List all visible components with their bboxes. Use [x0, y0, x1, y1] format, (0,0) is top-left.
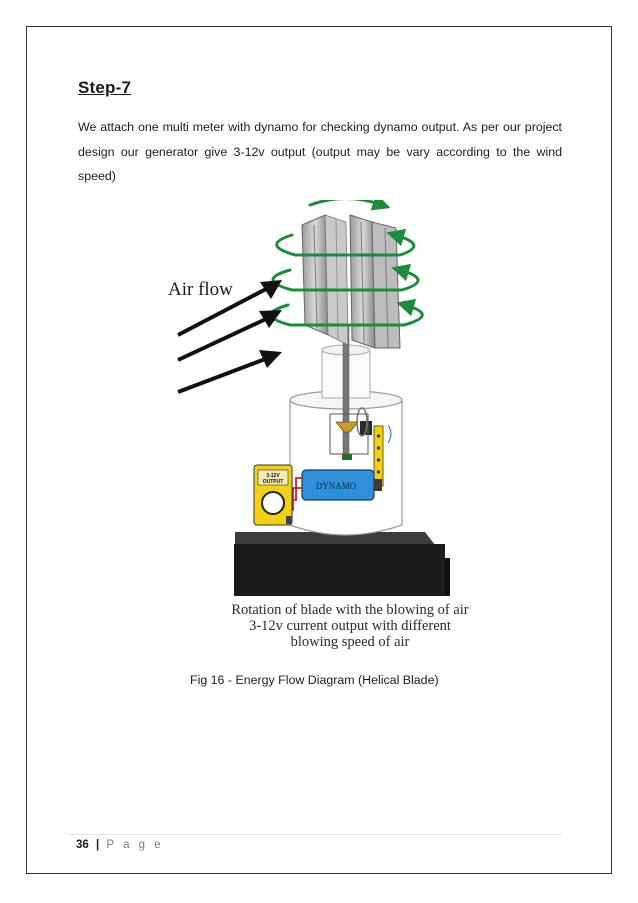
footer-separator: |	[96, 839, 100, 851]
meter-label-line1: 3-12V	[266, 473, 280, 479]
dynamo	[302, 470, 382, 500]
energy-flow-figure	[150, 200, 485, 670]
air-flow-label: Air flow	[168, 279, 233, 300]
base-platform	[234, 532, 450, 596]
footer-rule	[68, 834, 562, 835]
body-paragraph: We attach one multi meter with dynamo for checking dynamo output. As per our project design our generator give 3-12v output (output may be vary according to the wind speed)	[78, 120, 562, 184]
page-number: 36	[76, 839, 89, 851]
figure-caption-text	[190, 603, 510, 650]
caption-line-3: blowing speed of air	[290, 633, 410, 650]
multimeter	[254, 465, 292, 525]
dynamo-label: DYNAMO	[315, 481, 357, 491]
caption-line-2: 3-12v current output with different	[249, 617, 451, 634]
page-footer	[76, 839, 164, 851]
meter-label-line2: OUTPUT	[262, 479, 284, 485]
page-word: P a g e	[106, 839, 164, 851]
helical-blades	[302, 215, 400, 348]
caption-line-1: Rotation of blade with the blowing of air	[231, 602, 469, 618]
figure-caption: Fig 16 - Energy Flow Diagram (Helical Blade)	[190, 673, 439, 687]
section-heading: Step-7	[78, 78, 132, 97]
